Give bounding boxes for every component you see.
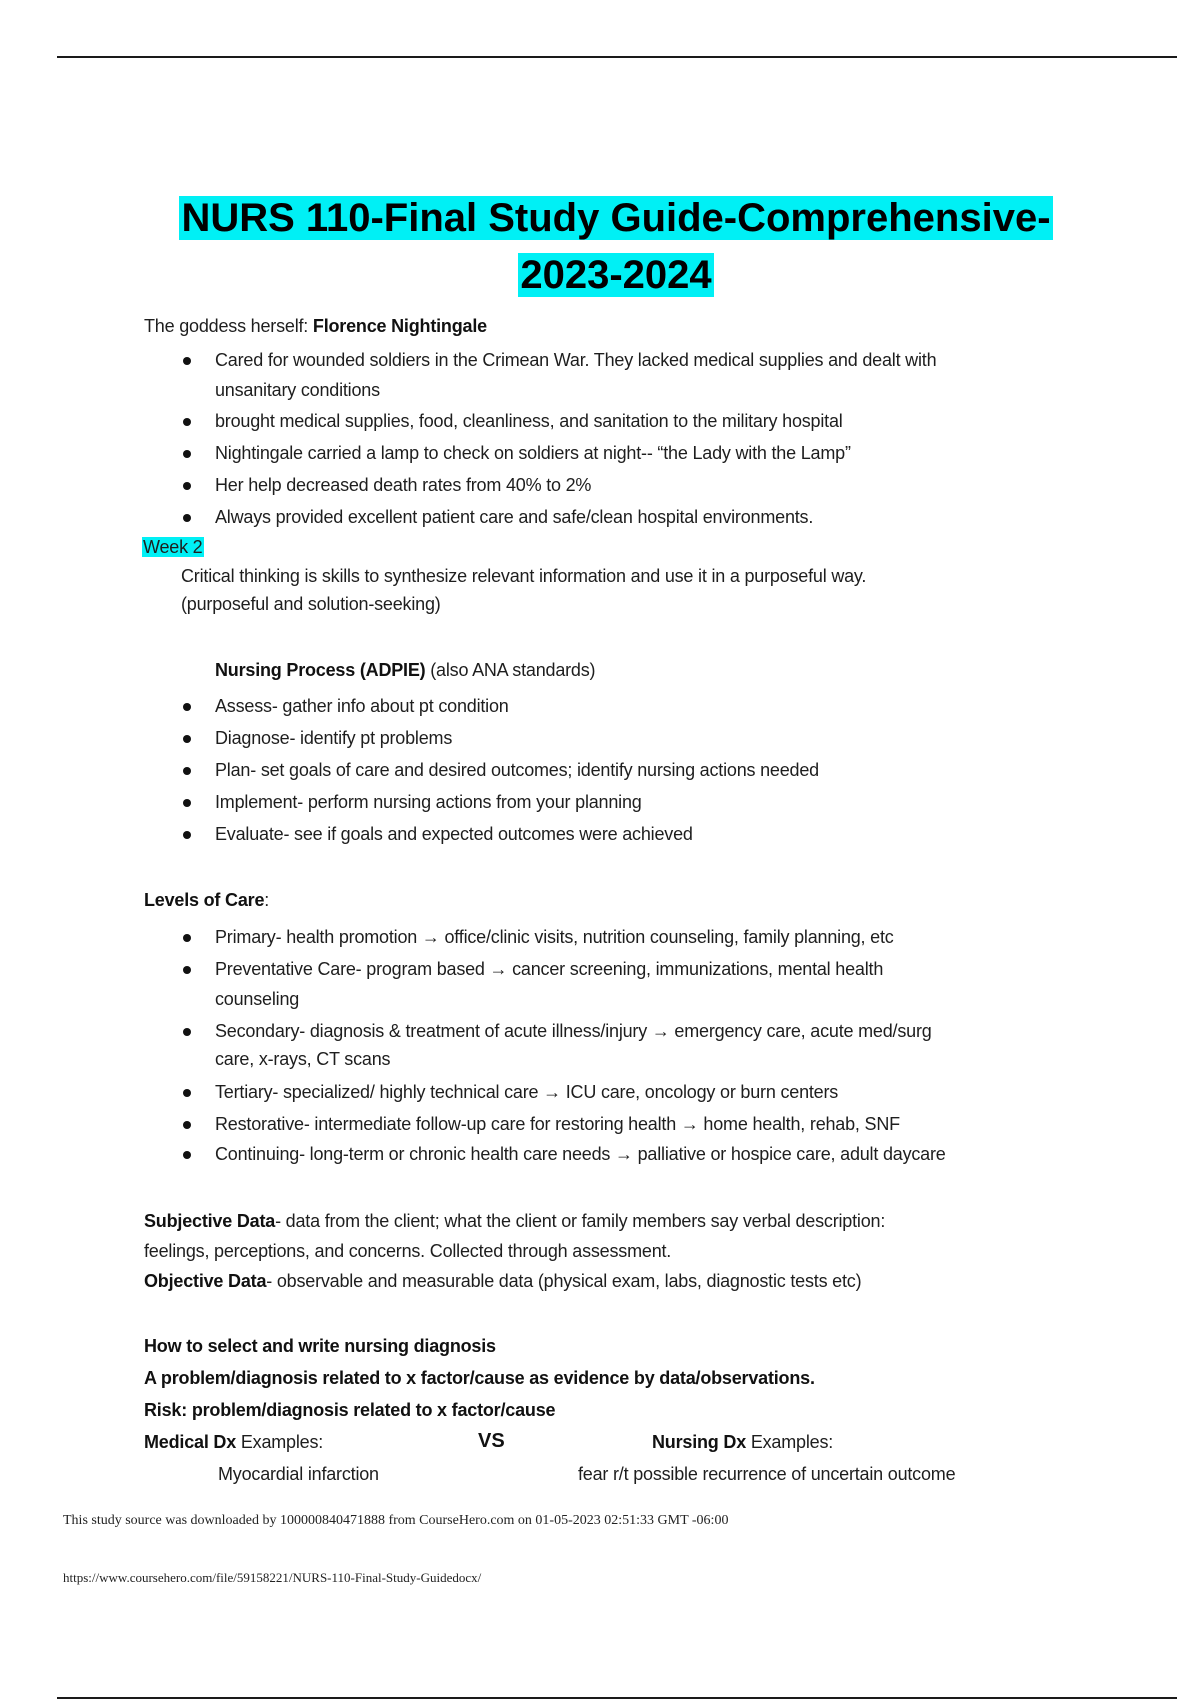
diagnosis-format-1: A problem/diagnosis related to x factor/cause as evidence by data/observations. xyxy=(144,1368,815,1388)
bullet-icon xyxy=(183,799,191,807)
nursing-process-step: Evaluate- see if goals and expected outcomes were achieved xyxy=(215,824,693,844)
document-title-line-2: 2023-2024 xyxy=(520,253,712,297)
bullet-icon xyxy=(183,934,191,942)
florence-nightingale-name: Florence Nightingale xyxy=(312,316,487,336)
bullet-icon xyxy=(183,703,191,711)
bullet-icon xyxy=(183,767,191,775)
nursing-process-step: Assess- gather info about pt condition xyxy=(215,696,509,716)
bullet-icon xyxy=(183,1151,191,1159)
nursing-process-heading: Nursing Process (ADPIE) (also ANA standards) xyxy=(215,660,596,680)
bullet-icon xyxy=(183,418,191,426)
bullet-icon xyxy=(183,735,191,743)
intro-bullet-continuation: unsanitary conditions xyxy=(215,380,380,400)
intro-bullet: Her help decreased death rates from 40% to 2% xyxy=(215,475,592,495)
diagnosis-heading: How to select and write nursing diagnosis xyxy=(144,1336,496,1356)
level-of-care-continuation: care, x-rays, CT scans xyxy=(215,1049,391,1069)
bullet-icon xyxy=(183,482,191,490)
levels-of-care-heading: Levels of Care: xyxy=(144,890,270,910)
bullet-icon xyxy=(183,1089,191,1097)
intro-line: The goddess herself: Florence Nightingale xyxy=(144,316,487,336)
document-title-line-1: NURS 110-Final Study Guide-Comprehensive- xyxy=(181,196,1051,240)
bullet-icon xyxy=(183,357,191,365)
vs-label: VS xyxy=(478,1430,505,1452)
download-notice: This study source was downloaded by 100000840471888 from CourseHero.com on 01-05-2023 02:51:33 GMT -06:00 xyxy=(63,1513,729,1528)
bottom-rule xyxy=(57,1697,1177,1699)
nursing-dx-label: Nursing Dx Examples: xyxy=(652,1432,834,1452)
medical-dx-label: Medical Dx Examples: xyxy=(144,1432,324,1452)
intro-bullet: Nightingale carried a lamp to check on soldiers at night-- “the Lady with the Lamp” xyxy=(215,443,851,463)
bullet-icon xyxy=(183,1028,191,1036)
nursing-process-step: Plan- set goals of care and desired outcomes; identify nursing actions needed xyxy=(215,760,819,780)
bullet-icon xyxy=(183,966,191,974)
level-of-care-item: Continuing- long-term or chronic health care needs → palliative or hospice care, adult daycare xyxy=(215,1144,946,1164)
level-of-care-continuation: counseling xyxy=(215,989,300,1009)
bullet-icon xyxy=(183,1121,191,1129)
nursing-dx-example: fear r/t possible recurrence of uncertain outcome xyxy=(578,1464,956,1484)
intro-bullet: brought medical supplies, food, cleanliness, and sanitation to the military hospital xyxy=(215,411,843,431)
subjective-data-line-2: feelings, perceptions, and concerns. Collected through assessment. xyxy=(144,1241,672,1261)
bullet-icon xyxy=(183,450,191,458)
level-of-care-item: Primary- health promotion → office/clinic visits, nutrition counseling, family planning, etc xyxy=(215,927,894,947)
level-of-care-item: Preventative Care- program based → cancer screening, immunizations, mental health xyxy=(215,959,884,979)
intro-bullet: Cared for wounded soldiers in the Crimean War. They lacked medical supplies and dealt with xyxy=(215,350,937,370)
critical-thinking-line-1: Critical thinking is skills to synthesize relevant information and use it in a purposeful way. xyxy=(181,566,867,586)
level-of-care-item: Secondary- diagnosis & treatment of acute illness/injury → emergency care, acute med/surg xyxy=(215,1021,932,1041)
intro-bullet: Always provided excellent patient care and safe/clean hospital environments. xyxy=(215,507,814,527)
top-rule xyxy=(57,56,1177,58)
level-of-care-item: Restorative- intermediate follow-up care for restoring health → home health, rehab, SNF xyxy=(215,1114,900,1134)
diagnosis-format-2: Risk: problem/diagnosis related to x factor/cause xyxy=(144,1400,556,1420)
subjective-data-line-1: Subjective Data- data from the client; what the client or family members say verbal description: xyxy=(144,1211,886,1231)
objective-data-line: Objective Data- observable and measurable data (physical exam, labs, diagnostic tests etc) xyxy=(144,1271,862,1291)
bullet-icon xyxy=(183,831,191,839)
bullet-icon xyxy=(183,514,191,522)
nursing-process-step: Diagnose- identify pt problems xyxy=(215,728,453,748)
critical-thinking-line-2: (purposeful and solution-seeking) xyxy=(181,594,441,614)
nursing-process-step: Implement- perform nursing actions from your planning xyxy=(215,792,642,812)
medical-dx-example: Myocardial infarction xyxy=(218,1464,379,1484)
level-of-care-item: Tertiary- specialized/ highly technical care → ICU care, oncology or burn centers xyxy=(215,1082,839,1102)
source-url[interactable]: https://www.coursehero.com/file/59158221/NURS-110-Final-Study-Guidedocx/ xyxy=(63,1570,482,1585)
week-2-label: Week 2 xyxy=(143,537,203,557)
